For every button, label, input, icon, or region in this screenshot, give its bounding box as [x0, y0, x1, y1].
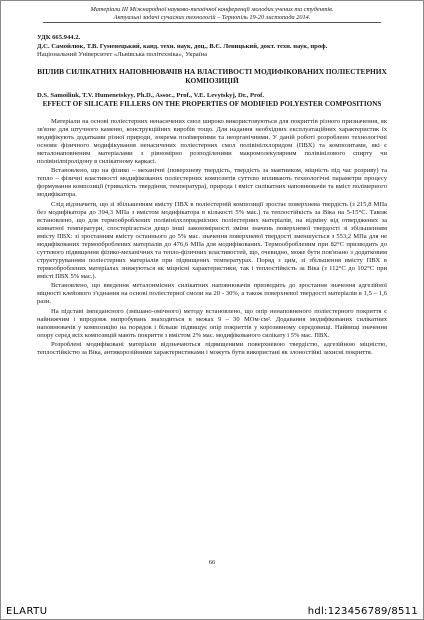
header-line-1: Матеріали ІІІ Міжнародної науково-технічної конференції молодих учених та студентів. — [90, 6, 334, 13]
paragraph: Встановлено, що введення металонмісних силікатних наповнювачів призводить до зростання значення адгезійної міцності клейового з'єднання на основі поліестерної смоли на 20 - 30%, а також поверхневої твердості матеріалів в 1,5 – 1,6 рази. — [37, 282, 387, 306]
header-line-2: Актуальні задачі сучасних технологій – Тернопіль 19-20 листопада 2014. — [113, 13, 311, 21]
title-ukrainian: ВПЛИВ СИЛІКАТНИХ НАПОВНЮВАЧІВ НА ВЛАСТИВОСТІ МОДИФІКОВАНИХ ПОЛІЕСТЕРНИХ КОМПОЗИЦІЙ — [37, 67, 387, 85]
repository-footer — [0, 604, 424, 620]
authors-ua: Д.С. Самойлюк, Т.В. Гуменецький, канд. техн. наук, доц., В.Є. Левицький, докт. техн. наук, проф. — [37, 43, 328, 51]
conference-header — [43, 6, 381, 23]
article-body — [37, 118, 387, 357]
page-number: 66 — [208, 559, 216, 566]
authors-en: D.S. Samoiliuk, T.V. Humenetskyy, Ph.D., Assoc., Prof., V.E. Levytskyj, Dr., Prof. — [37, 92, 264, 100]
paragraph: Встановлено, що на фізико – механічні (поверхневу твердість, твердість за маятником, міцність під час розриву) та тепло – фізичні властивості модифікованих поліестерних композитів суттєво впливають технологічні параметри процесу формування композиції (тривалість твердіння, температура), природа і вміст силікатних наповнювачів та вміст полімерного модифікатора. — [37, 167, 387, 199]
paragraph: Розроблені модифіковані матеріали відзначаються підвищеними поверхневою твердістю, адгезійною міцністю, теплостійкістю за Віка, антикорозійними характеристиками і можуть бути використані як злоностійкі захисні покриття. — [37, 340, 387, 357]
paragraph: Слід відзначити, що зі збільшенням вмісту ПВХ в поліестерній композиції зростає поверхнева твердість (з 215,8 МПа без модифікатора до 394,3 МПа з вмістом модифікатора в кількості 5% мас.) та теплостійкість за Віка на 5-15°С. Також встановлено, що для термооброблених полівінілхлоридмісних поліестерних матеріалів, на відміну від отверджених за кімнатної температури, спостерігається дещо інші закономірності зміни значень поверхневої твердості зі збільшенням вмісту ПВХ: зі зростанням вмісту останнього до 5% мас. значення поверхневої твердості зменшується з 553,2 МПа для не модифікованих термооброблених матеріалів до 476,6 МПа для модифікованих. Термообробленим при 82°С призводить до суттєвого підвищення фізико-механічних та тепло-фізичних властивостей, що, очевидно, може бути пов'язано з додатковим структуруванням поліестерних матеріалів при підвищених температурах. Поряд з цим, зі збільшення вмісту ПВХ в термооброблених матеріалах знижуються як міцнісні характеристики, так і теплостійкість за Віка (з 112°С до 102°С при вмісті ПВХ 5% мас.). — [37, 200, 387, 281]
repository-name: ELARTU — [6, 606, 48, 617]
udk-code: УДК 665.944.2. — [37, 34, 81, 42]
document-page — [37, 6, 387, 576]
paragraph: На підставі імпедансного (змішано-омічного) методу встановлено, що опір ненаповненого поліестерного покриття є найнижчим і впродовж випробувань знаходиться в межах 9 – 30 МОм·см². Додавання модифікованих силікатних наповнювачів у композицію на порядок і більше підвищує опір покриттів у корозивному середовищі. Найвищі значення опору серед всіх композицій мають покриття з вмістом 2% мас. модифікованого силікату і 5% мас. ПВХ. — [37, 307, 387, 339]
title-english: EFFECT OF SILICATE FILLERS ON THE PROPERTIES OF MODIFIED POLYESTER COMPOSITIONS — [42, 100, 382, 109]
handle-id: hdl:123456789/8511 — [307, 606, 418, 617]
affiliation: Національний Університет «Львівська політехніка», Україна — [37, 51, 208, 59]
paragraph: Матеріали на основі поліестерних ненасичених смол широко використовуються для покриттів різного призначення, як зв'язне для штучного каменю, конструкційних виробів тощо. Для надання необхідних експлуатаційних характеристик їх модифікують додатками різної природи, зокрема полімерними та неорганічними. У даній роботі розроблено технологічні основи фізичного модифікування ненасичених поліестерних смол полівінілхлоридом (ПВХ) та композитами, які є металонаповненим матеріалами з рівномірно розподіленими макромолекулярним полівінілового спирту чи полівінілпіролідону в силікатному каркасі. — [37, 117, 387, 166]
